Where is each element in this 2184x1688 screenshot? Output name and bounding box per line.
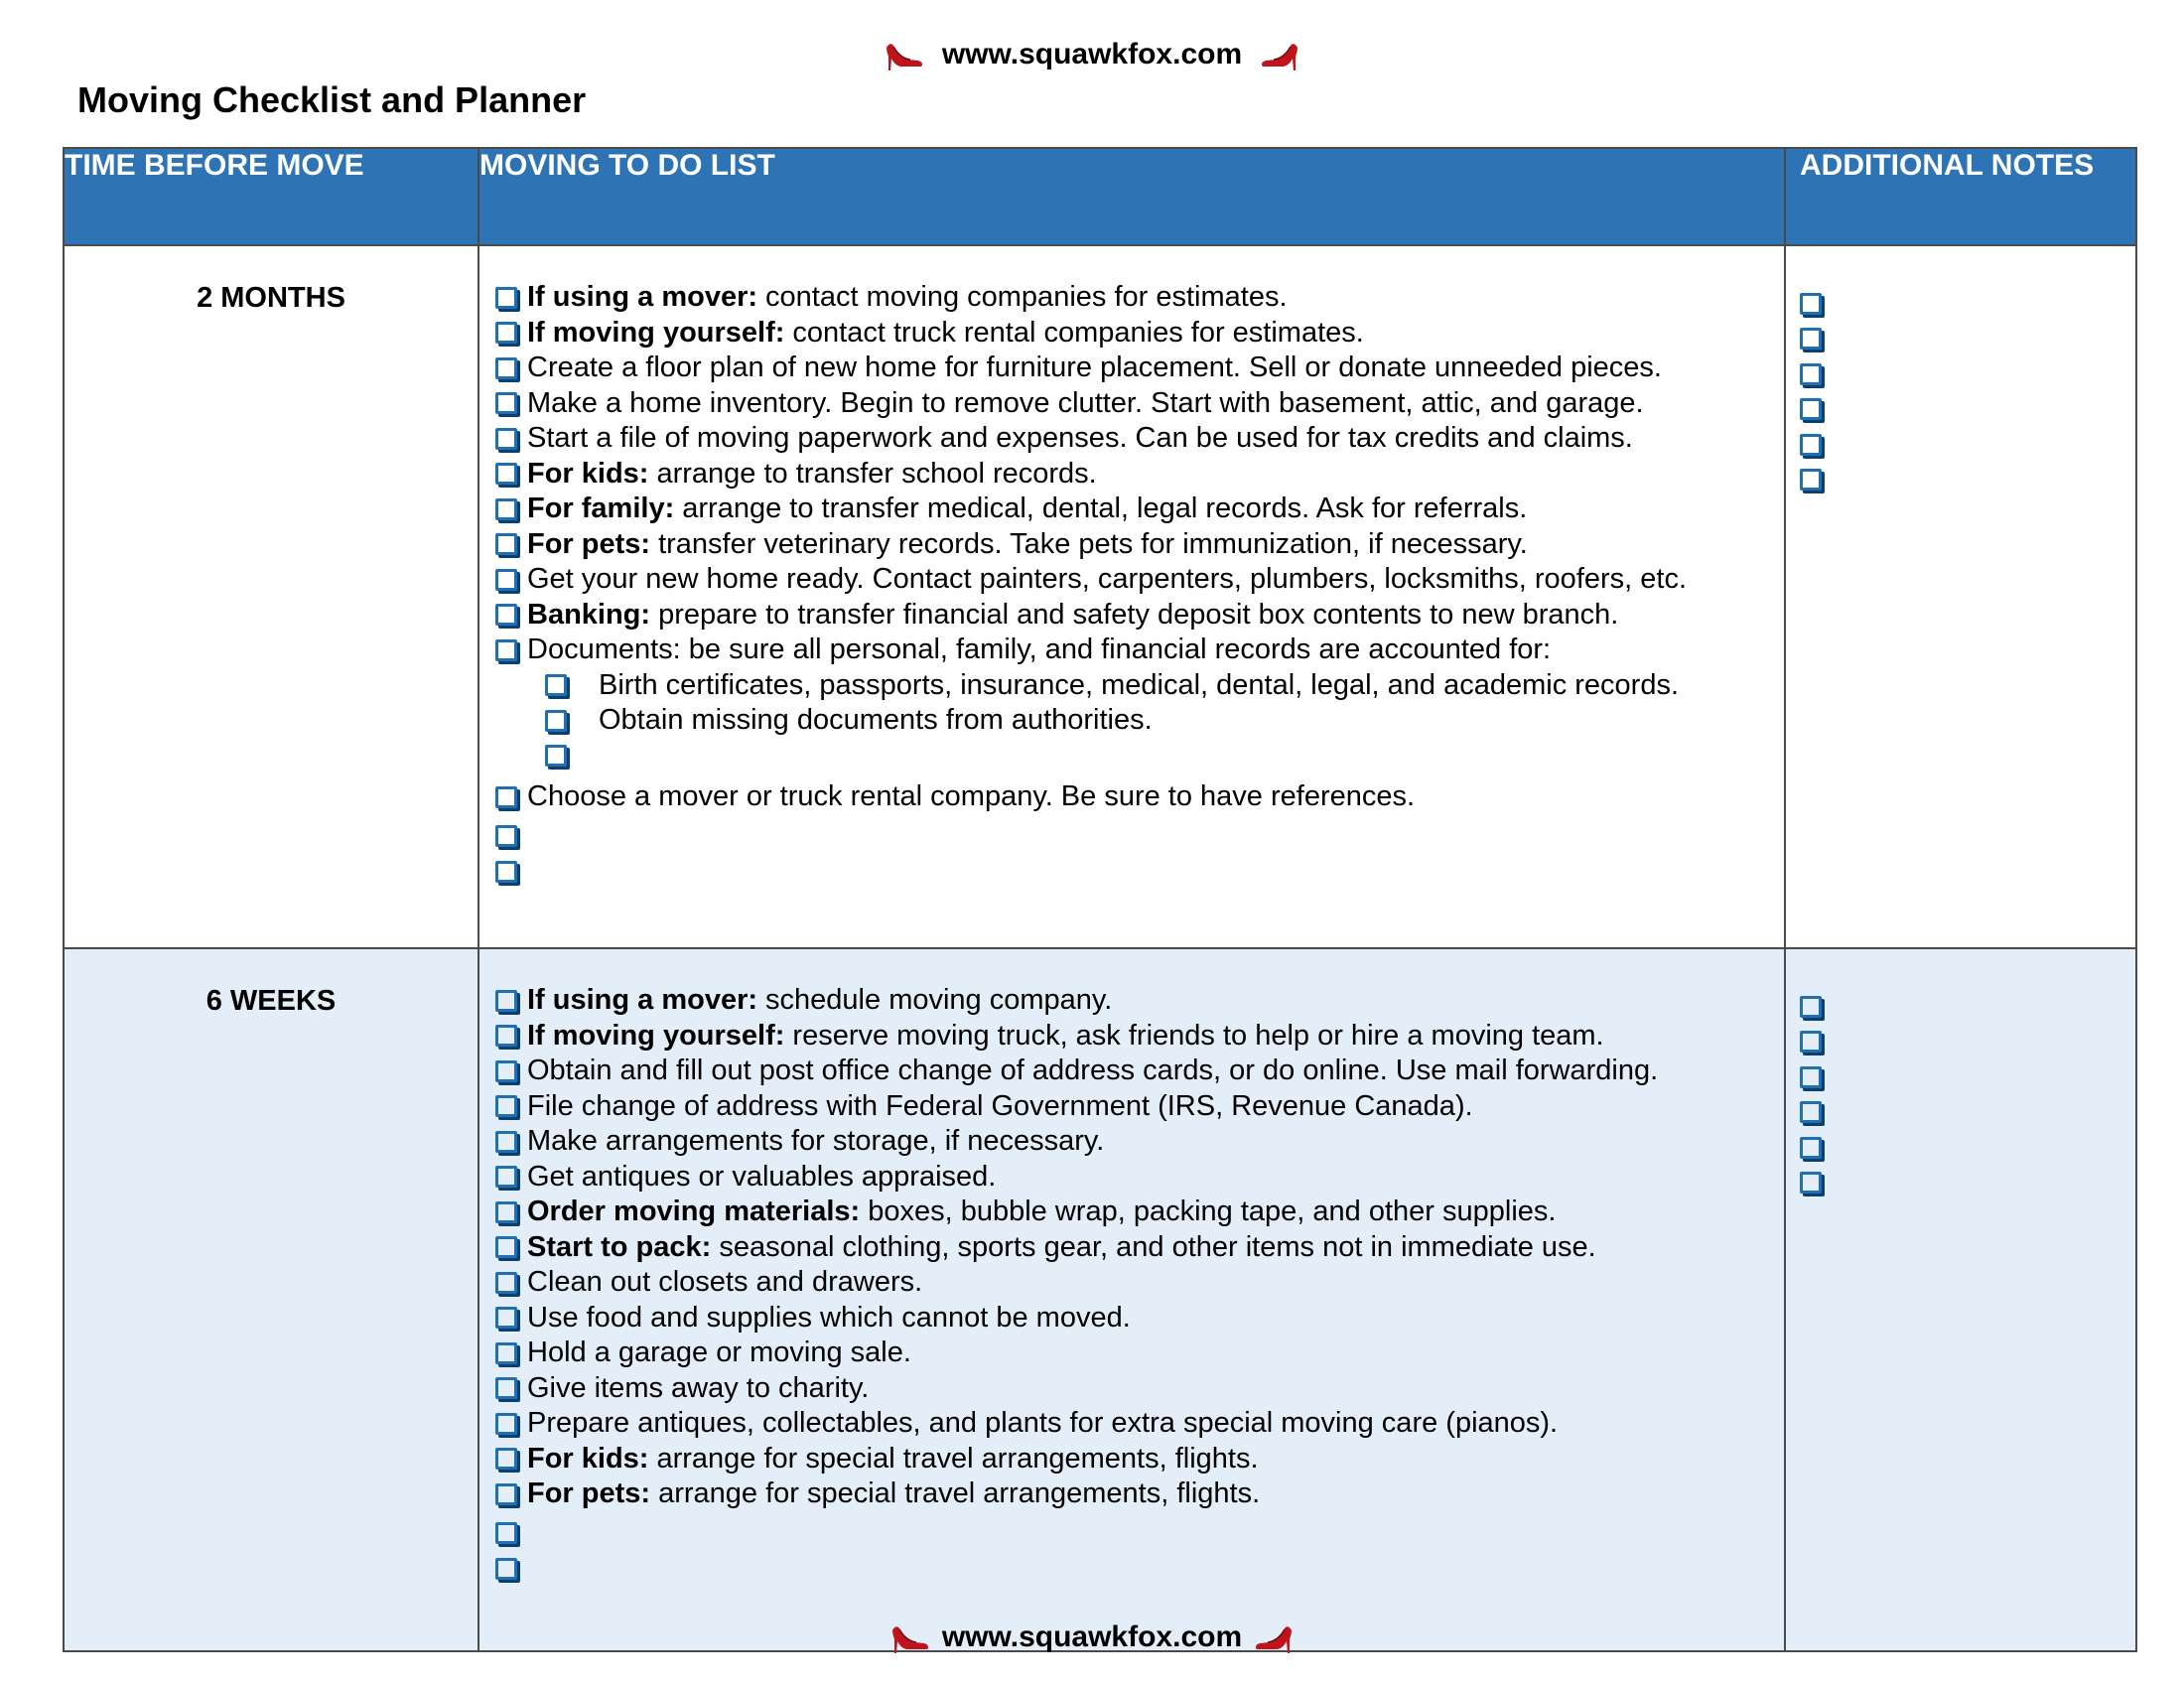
checkbox-icon[interactable] xyxy=(495,1558,517,1580)
checkbox-icon[interactable] xyxy=(495,639,517,661)
checkbox-icon[interactable] xyxy=(495,990,517,1012)
item-label: Banking: xyxy=(527,598,651,631)
checklist-item[interactable] xyxy=(495,1477,1784,1512)
header-time-before-move: TIME BEFORE MOVE xyxy=(64,148,478,245)
item-text: Birth certificates, passports, insurance, medical, dental, legal, and academic records. xyxy=(599,668,1680,701)
item-text: arrange to transfer school records. xyxy=(656,457,1097,490)
checklist-item[interactable] xyxy=(495,386,1784,422)
notes-list xyxy=(1786,246,2135,497)
checkbox-icon[interactable] xyxy=(545,710,567,732)
note-item[interactable] xyxy=(1800,392,2135,428)
item-text: Documents: be sure all personal, family, and financial records are accounted for: xyxy=(527,633,1552,665)
checklist-item[interactable] xyxy=(495,1054,1784,1089)
checklist-item[interactable] xyxy=(495,457,1784,492)
checkbox-icon[interactable] xyxy=(1800,1137,1822,1159)
table-header-row xyxy=(64,148,2136,245)
header-moving-to-do-list: MOVING TO DO LIST xyxy=(478,148,1785,245)
checkbox-icon[interactable] xyxy=(1800,434,1822,456)
checklist-item[interactable] xyxy=(495,1265,1784,1301)
checkbox-icon[interactable] xyxy=(495,1201,517,1223)
checkbox-icon[interactable] xyxy=(495,1448,517,1470)
checkbox-icon[interactable] xyxy=(495,357,517,379)
checkbox-icon[interactable] xyxy=(495,1522,517,1544)
item-text: boxes, bubble wrap, packing tape, and other supplies. xyxy=(868,1196,1557,1227)
time-label: 2 MONTHS xyxy=(64,245,478,948)
checklist-item[interactable] xyxy=(495,779,1784,815)
item-text: Make a home inventory. Begin to remove clutter. Start with basement, attic, and garage. xyxy=(527,386,1644,419)
checklist-item[interactable] xyxy=(495,983,1784,1019)
note-item[interactable] xyxy=(1800,356,2135,392)
note-item[interactable] xyxy=(1800,1130,2135,1166)
notes-list xyxy=(1786,949,2135,1200)
item-label: For pets: xyxy=(527,1477,651,1509)
checkbox-icon[interactable] xyxy=(495,463,517,485)
checklist-item[interactable] xyxy=(495,1371,1784,1407)
checkbox-icon[interactable] xyxy=(495,825,517,847)
section-row-6-weeks xyxy=(64,948,2136,1651)
item-text: prepare to transfer financial and safety deposit box contents to new branch. xyxy=(658,598,1619,631)
checklist-item[interactable] xyxy=(495,633,1784,668)
checkbox-icon[interactable] xyxy=(495,1307,517,1329)
item-label: If using a mover: xyxy=(527,281,758,313)
item-text: Use food and supplies which cannot be moved. xyxy=(527,1301,1131,1334)
document-title: Moving Checklist and Planner xyxy=(77,79,587,120)
item-text: Get antiques or valuables appraised. xyxy=(527,1160,997,1193)
item-label: For family: xyxy=(527,492,675,524)
item-text: arrange for special travel arrangements, flights. xyxy=(656,1442,1259,1475)
note-item[interactable] xyxy=(1800,1025,2135,1060)
high-heel-shoe-icon xyxy=(890,1620,930,1654)
high-heel-shoe-icon xyxy=(1260,38,1299,71)
checklist-item[interactable] xyxy=(495,854,1784,890)
item-text: File change of address with Federal Government (IRS, Revenue Canada). xyxy=(527,1089,1473,1122)
item-text: seasonal clothing, sports gear, and other items not in immediate use. xyxy=(719,1230,1596,1263)
site-footer xyxy=(0,1620,2184,1654)
notes-cell xyxy=(1785,948,2136,1651)
checklist-item[interactable] xyxy=(495,1406,1784,1442)
checkbox-icon[interactable] xyxy=(495,604,517,626)
item-text: reserve moving truck, ask friends to help or hire a moving team. xyxy=(792,1019,1604,1052)
checkbox-icon[interactable] xyxy=(495,1166,517,1188)
note-item[interactable] xyxy=(1800,427,2135,463)
item-text: Start a file of moving paperwork and expenses. Can be used for tax credits and claims. xyxy=(527,422,1633,454)
checkbox-icon[interactable] xyxy=(1800,328,1822,350)
notes-cell xyxy=(1785,245,2136,948)
site-header xyxy=(0,38,2184,71)
header-additional-notes: ADDITIONAL NOTES xyxy=(1785,148,2136,245)
note-item[interactable] xyxy=(1800,286,2135,322)
checklist-item[interactable] xyxy=(495,280,1784,316)
checkbox-icon[interactable] xyxy=(1800,996,1822,1018)
checkbox-icon[interactable] xyxy=(495,1272,517,1294)
item-text: Create a floor plan of new home for furniture placement. Sell or donate unneeded pieces. xyxy=(527,352,1662,383)
checkbox-icon[interactable] xyxy=(495,533,517,555)
sub-checklist-item[interactable] xyxy=(495,703,1784,739)
item-text: Clean out closets and drawers. xyxy=(527,1266,923,1298)
item-text: Choose a mover or truck rental company. Be sure to have references. xyxy=(527,780,1416,812)
checkbox-icon[interactable] xyxy=(495,1377,517,1399)
item-text: Obtain and fill out post office change of address cards, or do online. Use mail forwarding. xyxy=(527,1055,1659,1086)
checkbox-icon[interactable] xyxy=(495,1236,517,1258)
checklist-item[interactable] xyxy=(495,1089,1784,1125)
checklist-item[interactable] xyxy=(495,316,1784,352)
site-url[interactable]: www.squawkfox.com xyxy=(941,1620,1243,1653)
note-item[interactable] xyxy=(1800,463,2135,498)
checklist-item[interactable] xyxy=(495,1195,1784,1230)
checkbox-icon[interactable] xyxy=(1800,1066,1822,1088)
checklist-item[interactable] xyxy=(495,1160,1784,1196)
checklist-item[interactable] xyxy=(495,819,1784,855)
checkbox-icon[interactable] xyxy=(495,322,517,344)
checkbox-icon[interactable] xyxy=(495,1131,517,1153)
checkbox-icon[interactable] xyxy=(1800,1172,1822,1194)
item-text: arrange for special travel arrangements, flights. xyxy=(658,1477,1261,1509)
note-item[interactable] xyxy=(1800,322,2135,357)
item-label: For pets: xyxy=(527,527,651,560)
checklist-item[interactable] xyxy=(495,351,1784,386)
item-label: If moving yourself: xyxy=(527,316,785,349)
checklist-item[interactable] xyxy=(495,1019,1784,1055)
item-text: Get your new home ready. Contact painters, carpenters, plumbers, locksmiths, roofers, etc. xyxy=(527,563,1688,595)
checkbox-icon[interactable] xyxy=(1800,469,1822,491)
checkbox-icon[interactable] xyxy=(1800,1031,1822,1053)
checkbox-icon[interactable] xyxy=(545,674,567,696)
checkbox-icon[interactable] xyxy=(495,786,517,808)
section-row-2-months xyxy=(64,245,2136,948)
site-url[interactable]: www.squawkfox.com xyxy=(941,38,1243,70)
checkbox-icon[interactable] xyxy=(1800,363,1822,385)
note-item[interactable] xyxy=(1800,1059,2135,1095)
checkbox-icon[interactable] xyxy=(495,428,517,450)
checkbox-icon[interactable] xyxy=(1800,293,1822,315)
item-text: transfer veterinary records. Take pets for immunization, if necessary. xyxy=(658,527,1528,560)
item-label: If using a mover: xyxy=(527,984,758,1016)
checklist-item[interactable] xyxy=(495,1442,1784,1477)
note-item[interactable] xyxy=(1800,1095,2135,1131)
item-text: Obtain missing documents from authorities. xyxy=(599,704,1153,736)
item-label: Start to pack: xyxy=(527,1230,712,1263)
todo-cell xyxy=(478,948,1785,1651)
item-text: contact moving companies for estimates. xyxy=(765,281,1288,313)
high-heel-shoe-icon xyxy=(885,38,924,71)
checkbox-icon[interactable] xyxy=(495,1060,517,1082)
item-text: Make arrangements for storage, if necessary. xyxy=(527,1125,1105,1157)
item-text: schedule moving company. xyxy=(765,984,1113,1016)
checkbox-icon[interactable] xyxy=(495,861,517,883)
high-heel-shoe-icon xyxy=(1254,1620,1294,1654)
sub-checklist-item[interactable] xyxy=(495,739,1784,774)
checkbox-icon[interactable] xyxy=(545,745,567,767)
item-label: For kids: xyxy=(527,457,649,490)
checklist-item[interactable] xyxy=(495,527,1784,563)
checkbox-icon[interactable] xyxy=(495,1025,517,1047)
checkbox-icon[interactable] xyxy=(495,1413,517,1435)
checkbox-icon[interactable] xyxy=(1800,1101,1822,1123)
note-item[interactable] xyxy=(1800,989,2135,1025)
checkbox-icon[interactable] xyxy=(495,1483,517,1505)
todo-cell xyxy=(478,245,1785,948)
item-text: arrange to transfer medical, dental, legal records. Ask for referrals. xyxy=(682,492,1528,524)
item-text: Give items away to charity. xyxy=(527,1371,870,1404)
sub-checklist-item[interactable] xyxy=(495,668,1784,704)
checkbox-icon[interactable] xyxy=(495,569,517,591)
checklist-item[interactable] xyxy=(495,1230,1784,1266)
note-item[interactable] xyxy=(1800,1166,2135,1201)
checklist-item[interactable] xyxy=(495,562,1784,598)
checklist-item[interactable] xyxy=(495,1551,1784,1587)
checkbox-icon[interactable] xyxy=(495,1342,517,1364)
checklist-item[interactable] xyxy=(495,1124,1784,1160)
item-text: contact truck rental companies for estimates. xyxy=(792,316,1364,349)
checkbox-icon[interactable] xyxy=(1800,398,1822,420)
checklist-item[interactable] xyxy=(495,1336,1784,1371)
item-label: If moving yourself: xyxy=(527,1019,785,1052)
time-label: 6 WEEKS xyxy=(64,948,478,1651)
checklist-item[interactable] xyxy=(495,598,1784,633)
item-text: Hold a garage or moving sale. xyxy=(527,1336,911,1368)
todo-list xyxy=(479,246,1784,890)
item-label: Order moving materials: xyxy=(527,1196,861,1227)
item-text: Prepare antiques, collectables, and plants for extra special moving care (pianos). xyxy=(527,1407,1559,1439)
item-label: For kids: xyxy=(527,1442,649,1475)
planner-table xyxy=(63,147,2137,1652)
checklist-item[interactable] xyxy=(495,1516,1784,1552)
checklist-item[interactable] xyxy=(495,421,1784,457)
checkbox-icon[interactable] xyxy=(495,392,517,414)
checkbox-icon[interactable] xyxy=(495,498,517,520)
checkbox-icon[interactable] xyxy=(495,287,517,309)
checklist-item[interactable] xyxy=(495,1301,1784,1336)
checkbox-icon[interactable] xyxy=(495,1095,517,1117)
todo-list xyxy=(479,949,1784,1587)
checklist-item[interactable] xyxy=(495,492,1784,527)
